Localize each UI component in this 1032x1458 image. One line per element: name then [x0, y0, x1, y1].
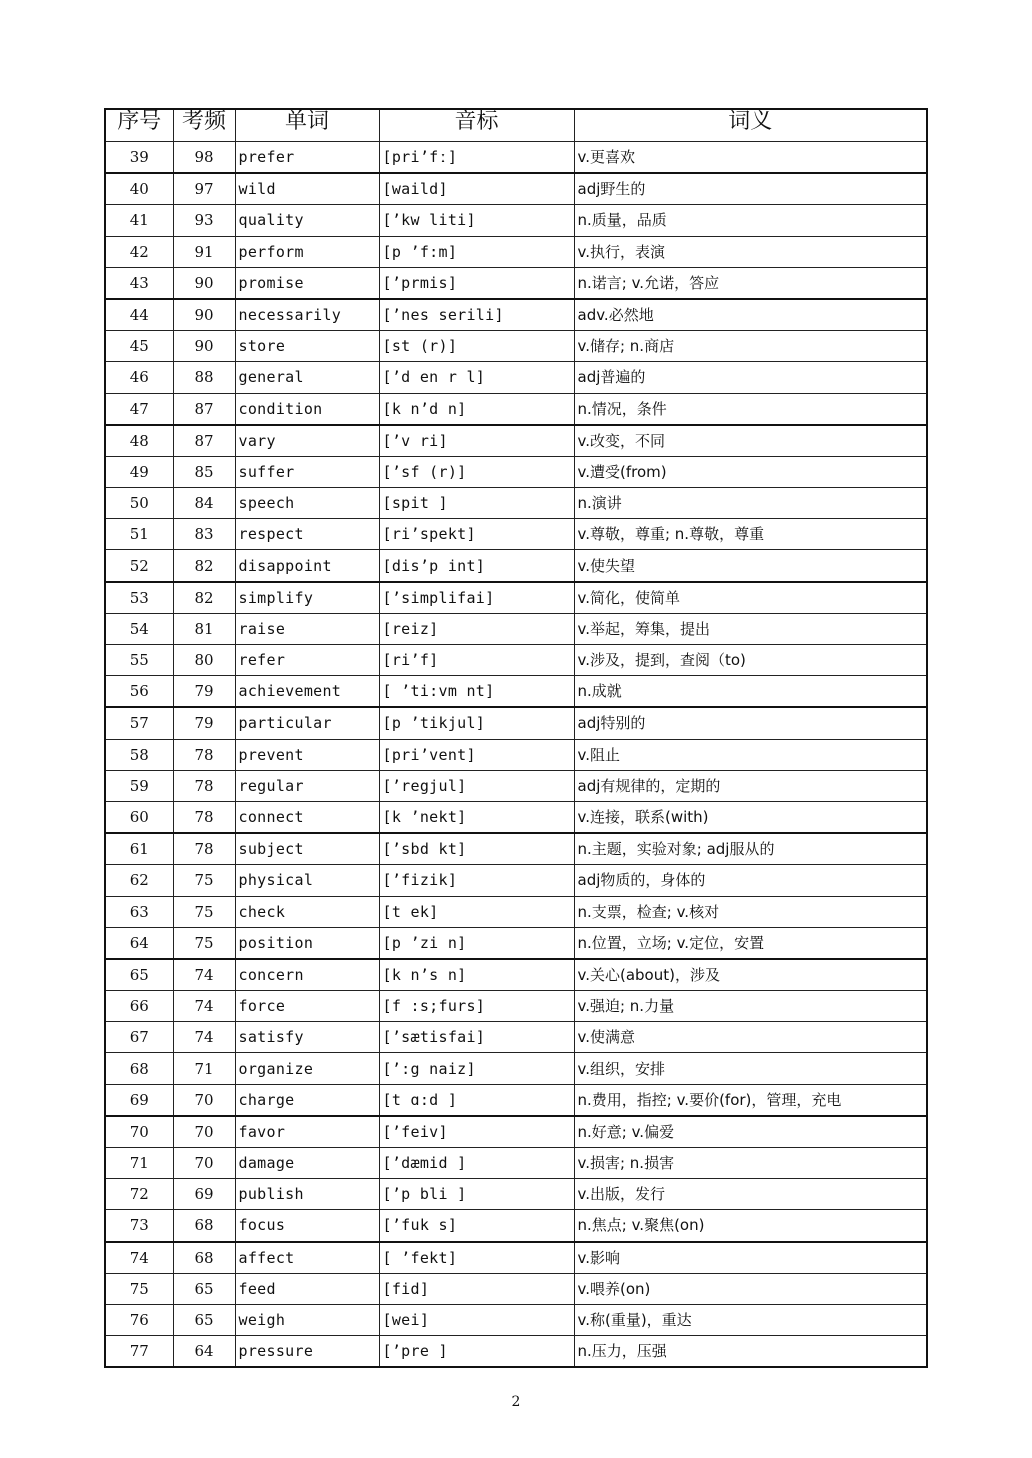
row-index: 47: [105, 393, 173, 425]
row-frequency: 68: [173, 1242, 235, 1274]
row-word: publish: [235, 1179, 379, 1210]
row-word: focus: [235, 1210, 379, 1242]
row-phonetic: [ri’f]: [379, 645, 574, 676]
row-index: 39: [105, 142, 173, 174]
row-meaning: v.执行，表演: [574, 236, 927, 267]
row-word: subject: [235, 833, 379, 865]
row-index: 54: [105, 613, 173, 644]
row-meaning: v.出版，发行: [574, 1179, 927, 1210]
row-phonetic: [’d en r l]: [379, 362, 574, 393]
header-phonetic: 音标: [379, 109, 574, 142]
row-frequency: 93: [173, 205, 235, 236]
row-word: physical: [235, 865, 379, 896]
table-row: [105, 142, 927, 174]
row-frequency: 75: [173, 896, 235, 927]
row-word: particular: [235, 707, 379, 739]
row-word: feed: [235, 1273, 379, 1304]
table-row: [105, 1022, 927, 1053]
row-index: 52: [105, 550, 173, 582]
row-meaning: v.储存; n.商店: [574, 331, 927, 362]
row-word: suffer: [235, 456, 379, 487]
row-meaning: n.支票，检查; v.核对: [574, 896, 927, 927]
row-meaning: n.位置，立场; v.定位，安置: [574, 927, 927, 959]
row-phonetic: [reiz]: [379, 613, 574, 644]
table-row: [105, 456, 927, 487]
row-meaning: n.诺言; v.允诺，答应: [574, 267, 927, 299]
row-index: 59: [105, 770, 173, 801]
row-meaning: v.影响: [574, 1242, 927, 1274]
table-header-row: [105, 109, 927, 142]
row-word: position: [235, 927, 379, 959]
row-phonetic: [t ɑ:d ]: [379, 1084, 574, 1116]
table-row: [105, 331, 927, 362]
row-index: 40: [105, 173, 173, 205]
row-meaning: v.简化，使简单: [574, 582, 927, 614]
row-frequency: 91: [173, 236, 235, 267]
table-row: [105, 645, 927, 676]
row-index: 72: [105, 1179, 173, 1210]
row-frequency: 70: [173, 1148, 235, 1179]
row-meaning: n.主题，实验对象; adj服从的: [574, 833, 927, 865]
row-frequency: 78: [173, 801, 235, 833]
row-meaning: n.焦点; v.聚焦(on): [574, 1210, 927, 1242]
header-word: 单词: [235, 109, 379, 142]
row-frequency: 82: [173, 550, 235, 582]
row-frequency: 85: [173, 456, 235, 487]
row-index: 44: [105, 299, 173, 331]
row-word: refer: [235, 645, 379, 676]
row-phonetic: [k n’d n]: [379, 393, 574, 425]
row-word: force: [235, 991, 379, 1022]
row-phonetic: [’feiv]: [379, 1116, 574, 1148]
row-meaning: n.质量，品质: [574, 205, 927, 236]
row-word: quality: [235, 205, 379, 236]
row-phonetic: [wei]: [379, 1304, 574, 1335]
row-frequency: 70: [173, 1084, 235, 1116]
row-word: condition: [235, 393, 379, 425]
row-word: prefer: [235, 142, 379, 174]
row-index: 66: [105, 991, 173, 1022]
row-index: 49: [105, 456, 173, 487]
row-frequency: 70: [173, 1116, 235, 1148]
row-phonetic: [f :s;furs]: [379, 991, 574, 1022]
row-frequency: 79: [173, 707, 235, 739]
row-phonetic: [’dæmid ]: [379, 1148, 574, 1179]
row-frequency: 78: [173, 770, 235, 801]
table-row: [105, 801, 927, 833]
row-index: 56: [105, 676, 173, 708]
row-frequency: 83: [173, 519, 235, 550]
row-word: charge: [235, 1084, 379, 1116]
row-frequency: 74: [173, 959, 235, 991]
table-row: [105, 1179, 927, 1210]
table-row: [105, 959, 927, 991]
row-word: necessarily: [235, 299, 379, 331]
row-frequency: 90: [173, 299, 235, 331]
row-meaning: v.尊敬，尊重; n.尊敬，尊重: [574, 519, 927, 550]
row-index: 53: [105, 582, 173, 614]
row-index: 42: [105, 236, 173, 267]
row-phonetic: [’sbd kt]: [379, 833, 574, 865]
row-phonetic: [t ek]: [379, 896, 574, 927]
row-frequency: 75: [173, 927, 235, 959]
row-phonetic: [pri’vent]: [379, 739, 574, 770]
row-index: 57: [105, 707, 173, 739]
row-index: 63: [105, 896, 173, 927]
row-phonetic: [’regjul]: [379, 770, 574, 801]
row-index: 76: [105, 1304, 173, 1335]
table-row: [105, 299, 927, 331]
row-phonetic: [’nes serili]: [379, 299, 574, 331]
row-frequency: 82: [173, 582, 235, 614]
row-phonetic: [’sætisfai]: [379, 1022, 574, 1053]
row-word: store: [235, 331, 379, 362]
table-row: [105, 739, 927, 770]
row-word: respect: [235, 519, 379, 550]
table-row: [105, 236, 927, 267]
row-index: 74: [105, 1242, 173, 1274]
table-row: [105, 1053, 927, 1084]
row-meaning: v.连接，联系(with): [574, 801, 927, 833]
row-meaning: v.损害; n.损害: [574, 1148, 927, 1179]
row-phonetic: [pri’fː]: [379, 142, 574, 174]
table-row: [105, 1242, 927, 1274]
row-frequency: 90: [173, 331, 235, 362]
row-index: 48: [105, 425, 173, 457]
row-index: 46: [105, 362, 173, 393]
row-meaning: v.称(重量)，重达: [574, 1304, 927, 1335]
row-index: 77: [105, 1336, 173, 1368]
row-meaning: v.遭受(from): [574, 456, 927, 487]
row-phonetic: [waild]: [379, 173, 574, 205]
table-row: [105, 205, 927, 236]
row-meaning: v.使满意: [574, 1022, 927, 1053]
row-word: wild: [235, 173, 379, 205]
table-row: [105, 393, 927, 425]
row-phonetic: [’sf (r)]: [379, 456, 574, 487]
table-body: [105, 142, 927, 1368]
row-index: 73: [105, 1210, 173, 1242]
row-meaning: adj特别的: [574, 707, 927, 739]
row-index: 69: [105, 1084, 173, 1116]
table-row: [105, 770, 927, 801]
row-meaning: n.压力，压强: [574, 1336, 927, 1368]
header-index: 序号: [105, 109, 173, 142]
table-row: [105, 927, 927, 959]
table-row: [105, 1336, 927, 1368]
table-row: [105, 1304, 927, 1335]
row-index: 68: [105, 1053, 173, 1084]
row-phonetic: [p ’tikjul]: [379, 707, 574, 739]
table-row: [105, 896, 927, 927]
row-meaning: n.演讲: [574, 488, 927, 519]
row-phonetic: [’p bli ]: [379, 1179, 574, 1210]
row-phonetic: [’kw liti]: [379, 205, 574, 236]
row-meaning: v.涉及，提到，查阅（to): [574, 645, 927, 676]
row-frequency: 98: [173, 142, 235, 174]
table-row: [105, 550, 927, 582]
table-row: [105, 362, 927, 393]
row-meaning: n.好意; v.偏爱: [574, 1116, 927, 1148]
row-phonetic: [ ’ti:vm nt]: [379, 676, 574, 708]
row-phonetic: [ ’fekt]: [379, 1242, 574, 1274]
table-row: [105, 1084, 927, 1116]
row-phonetic: [ri’spekt]: [379, 519, 574, 550]
row-phonetic: [’simplifai]: [379, 582, 574, 614]
row-word: raise: [235, 613, 379, 644]
row-index: 62: [105, 865, 173, 896]
row-index: 41: [105, 205, 173, 236]
row-index: 64: [105, 927, 173, 959]
row-phonetic: [’fizik]: [379, 865, 574, 896]
table-row: [105, 707, 927, 739]
row-meaning: v.使失望: [574, 550, 927, 582]
row-word: satisfy: [235, 1022, 379, 1053]
row-index: 70: [105, 1116, 173, 1148]
row-frequency: 68: [173, 1210, 235, 1242]
table-row: [105, 991, 927, 1022]
table-row: [105, 582, 927, 614]
row-word: simplify: [235, 582, 379, 614]
row-phonetic: [fid]: [379, 1273, 574, 1304]
row-frequency: 78: [173, 739, 235, 770]
table-row: [105, 613, 927, 644]
row-word: promise: [235, 267, 379, 299]
row-index: 51: [105, 519, 173, 550]
row-frequency: 88: [173, 362, 235, 393]
table-row: [105, 488, 927, 519]
row-index: 45: [105, 331, 173, 362]
row-phonetic: [k ’nekt]: [379, 801, 574, 833]
row-index: 43: [105, 267, 173, 299]
row-phonetic: [st (r)]: [379, 331, 574, 362]
row-index: 58: [105, 739, 173, 770]
row-meaning: v.阻止: [574, 739, 927, 770]
row-meaning: v.强迫; n.力量: [574, 991, 927, 1022]
row-frequency: 74: [173, 1022, 235, 1053]
row-meaning: v.组织，安排: [574, 1053, 927, 1084]
row-frequency: 87: [173, 425, 235, 457]
table-row: [105, 833, 927, 865]
page-number: 2: [511, 1394, 521, 1410]
row-meaning: v.关心(about)，涉及: [574, 959, 927, 991]
row-frequency: 74: [173, 991, 235, 1022]
table-row: [105, 1273, 927, 1304]
row-phonetic: [’v ri]: [379, 425, 574, 457]
row-frequency: 64: [173, 1336, 235, 1368]
row-phonetic: [p ’f:m]: [379, 236, 574, 267]
row-meaning: adj有规律的，定期的: [574, 770, 927, 801]
table-row: [105, 865, 927, 896]
row-meaning: v.喂养(on): [574, 1273, 927, 1304]
vocabulary-table: [104, 108, 928, 1368]
row-index: 55: [105, 645, 173, 676]
row-word: damage: [235, 1148, 379, 1179]
table-row: [105, 676, 927, 708]
row-index: 67: [105, 1022, 173, 1053]
vocabulary-sheet: [104, 108, 926, 1368]
row-frequency: 90: [173, 267, 235, 299]
row-word: pressure: [235, 1336, 379, 1368]
row-meaning: n.情况，条件: [574, 393, 927, 425]
row-frequency: 69: [173, 1179, 235, 1210]
row-word: organize: [235, 1053, 379, 1084]
row-phonetic: [p ’zi n]: [379, 927, 574, 959]
row-index: 50: [105, 488, 173, 519]
row-word: favor: [235, 1116, 379, 1148]
row-frequency: 78: [173, 833, 235, 865]
row-index: 65: [105, 959, 173, 991]
row-word: connect: [235, 801, 379, 833]
row-meaning: adv.必然地: [574, 299, 927, 331]
row-phonetic: [’pre ]: [379, 1336, 574, 1368]
row-word: prevent: [235, 739, 379, 770]
row-meaning: adj野生的: [574, 173, 927, 205]
row-frequency: 65: [173, 1273, 235, 1304]
row-meaning: adj物质的，身体的: [574, 865, 927, 896]
row-meaning: v.更喜欢: [574, 142, 927, 174]
row-phonetic: [’:g naiz]: [379, 1053, 574, 1084]
row-word: affect: [235, 1242, 379, 1274]
row-word: general: [235, 362, 379, 393]
table-row: [105, 425, 927, 457]
row-word: check: [235, 896, 379, 927]
row-frequency: 79: [173, 676, 235, 708]
row-word: disappoint: [235, 550, 379, 582]
row-phonetic: [’prmis]: [379, 267, 574, 299]
row-frequency: 84: [173, 488, 235, 519]
row-phonetic: [k n’s n]: [379, 959, 574, 991]
row-word: regular: [235, 770, 379, 801]
row-meaning: v.举起，筹集，提出: [574, 613, 927, 644]
row-meaning: adj普遍的: [574, 362, 927, 393]
row-word: perform: [235, 236, 379, 267]
row-frequency: 81: [173, 613, 235, 644]
row-frequency: 65: [173, 1304, 235, 1335]
row-frequency: 97: [173, 173, 235, 205]
row-index: 75: [105, 1273, 173, 1304]
row-phonetic: [dis’p int]: [379, 550, 574, 582]
row-meaning: n.成就: [574, 676, 927, 708]
row-meaning: n.费用，指控; v.要价(for)，管理，充电: [574, 1084, 927, 1116]
table-row: [105, 1148, 927, 1179]
table-row: [105, 1116, 927, 1148]
row-word: concern: [235, 959, 379, 991]
table-row: [105, 1210, 927, 1242]
row-word: speech: [235, 488, 379, 519]
row-phonetic: [spit ]: [379, 488, 574, 519]
header-frequency: 考频: [173, 109, 235, 142]
row-index: 61: [105, 833, 173, 865]
table-row: [105, 267, 927, 299]
row-meaning: v.改变，不同: [574, 425, 927, 457]
row-index: 60: [105, 801, 173, 833]
row-index: 71: [105, 1148, 173, 1179]
row-frequency: 75: [173, 865, 235, 896]
row-phonetic: [’fuk s]: [379, 1210, 574, 1242]
row-frequency: 87: [173, 393, 235, 425]
row-word: weigh: [235, 1304, 379, 1335]
row-frequency: 71: [173, 1053, 235, 1084]
table-row: [105, 173, 927, 205]
row-word: vary: [235, 425, 379, 457]
header-meaning: 词义: [574, 109, 927, 142]
row-word: achievement: [235, 676, 379, 708]
row-frequency: 80: [173, 645, 235, 676]
table-row: [105, 519, 927, 550]
